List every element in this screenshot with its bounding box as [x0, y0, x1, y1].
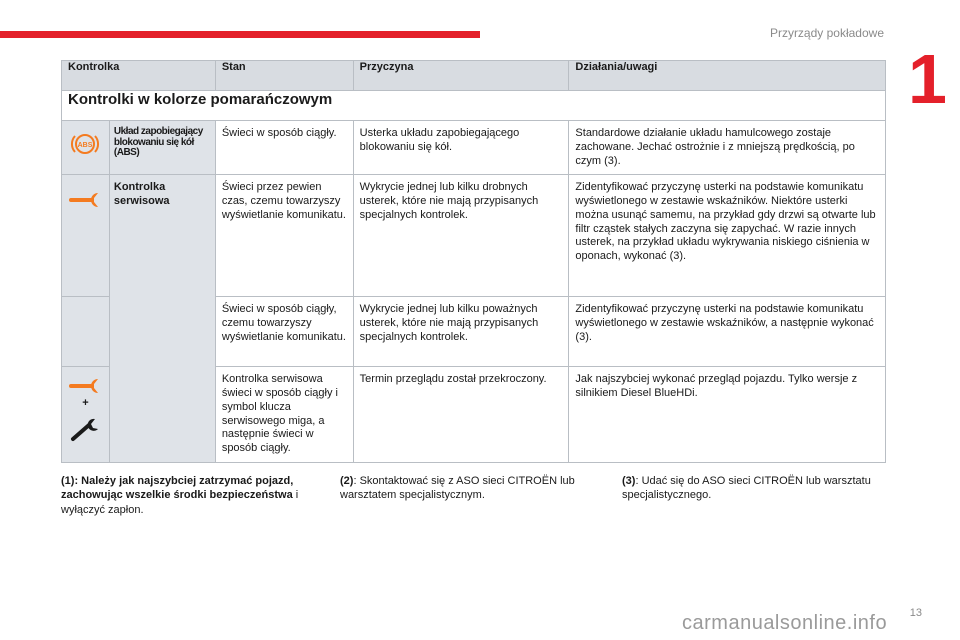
icon-cell — [62, 297, 110, 367]
section-row — [62, 91, 886, 121]
watermark: carmanualsonline.info — [682, 612, 888, 634]
column-header-stan: Stan — [215, 61, 353, 91]
row-cause: Wykrycie jednej lub kilku drobnych usterek, które nie mają przypisanych specjalnych kontrolek. — [353, 175, 569, 297]
footnote-2-mark: (2) — [340, 475, 354, 487]
page-number: 13 — [909, 607, 922, 619]
warning-lights-table — [61, 60, 886, 463]
column-header-kontrolka: Kontrolka — [62, 61, 216, 91]
row-action: Standardowe działanie układu hamulcowego zostaje zachowane. Jechać ostrożnie i z mniejszą prędkością, po czym (3). — [569, 121, 886, 175]
service-wrench-icon — [68, 189, 102, 211]
footnote-3 — [622, 474, 872, 503]
row-cause: Termin przeglądu został przekroczony. — [353, 367, 569, 463]
service-key-wrench-icon — [69, 417, 101, 443]
column-header-dzialania: Działania/uwagi — [569, 61, 886, 91]
row-action: Zidentyfikować przyczynę usterki na podstawie komunikatu wyświetlonego w zestawie wskaźników. Niektóre usterki można usunąć samemu, na przykład gdy drzwi są otwarte lub filtr cząstek stałych zaczyna się zapychać. W razie innych usterek, na przykład układu wykrywania niskiego ciśnienia w oponach, wykonać (3). — [569, 175, 886, 297]
chapter-color-bar — [0, 31, 480, 38]
footnote-1-text: i wyłączyć zapłon. — [61, 489, 299, 516]
icon-cell — [62, 175, 110, 297]
row-name-service: Kontrolka serwisowa — [109, 175, 215, 463]
page-header-title: Przyrządy pokładowe — [769, 26, 884, 40]
row-state: Kontrolka serwisowa świeci w sposób ciągły i symbol klucza serwisowego miga, a następnie świeci w sposób ciągły. — [215, 367, 353, 463]
row-state: Świeci przez pewien czas, czemu towarzyszy wyświetlanie komunikatu. — [215, 175, 353, 297]
footnote-1-bold: : Należy jak najszybciej zatrzymać pojazd, zachowując wszelkie środki bezpieczeństwa — [61, 475, 294, 502]
plus-sign: + — [82, 397, 89, 410]
row-state: Świeci w sposób ciągły, czemu towarzyszy wyświetlanie komunikatu. — [215, 297, 353, 367]
service-wrench-icon — [68, 375, 102, 397]
row-action: Jak najszybciej wykonać przegląd pojazdu. Tylko wersje z silnikiem Diesel BlueHDi. — [569, 367, 886, 463]
chapter-number: 1 — [908, 40, 947, 118]
row-cause: Wykrycie jednej lub kilku poważnych usterek, które nie mają przypisanych specjalnych kontrolek. — [353, 297, 569, 367]
table-row — [62, 121, 886, 175]
footnote-2-text: : Skontaktować się z ASO sieci CITROËN lub warsztatem specjalistycznym. — [340, 475, 575, 502]
abs-warning-icon — [70, 129, 100, 159]
footnote-3-text: : Udać się do ASO sieci CITROËN lub warsztatu specjalistycznego. — [622, 475, 871, 502]
table-header-row — [62, 61, 886, 91]
footnote-1-mark: (1) — [61, 475, 75, 487]
column-header-przyczyna: Przyczyna — [353, 61, 569, 91]
footnote-1 — [61, 474, 311, 517]
row-cause: Usterka układu zapobiegającego blokowaniu się kół. — [353, 121, 569, 175]
icon-cell — [62, 121, 110, 175]
svg-text:ABS: ABS — [78, 142, 93, 149]
row-state: Świeci w sposób ciągły. — [215, 121, 353, 175]
row-action: Zidentyfikować przyczynę usterki na podstawie komunikatu wyświetlonego w zestawie wskaźników, a następnie wykonać (3). — [569, 297, 886, 367]
table-row — [62, 175, 886, 297]
section-title: Kontrolki w kolorze pomarańczowym — [62, 91, 886, 121]
footnote-3-mark: (3) — [622, 475, 636, 487]
footnote-2 — [340, 474, 590, 503]
icon-cell — [62, 367, 110, 463]
row-name-abs: Układ zapobiegający blokowaniu się kół (ABS) — [109, 121, 215, 175]
